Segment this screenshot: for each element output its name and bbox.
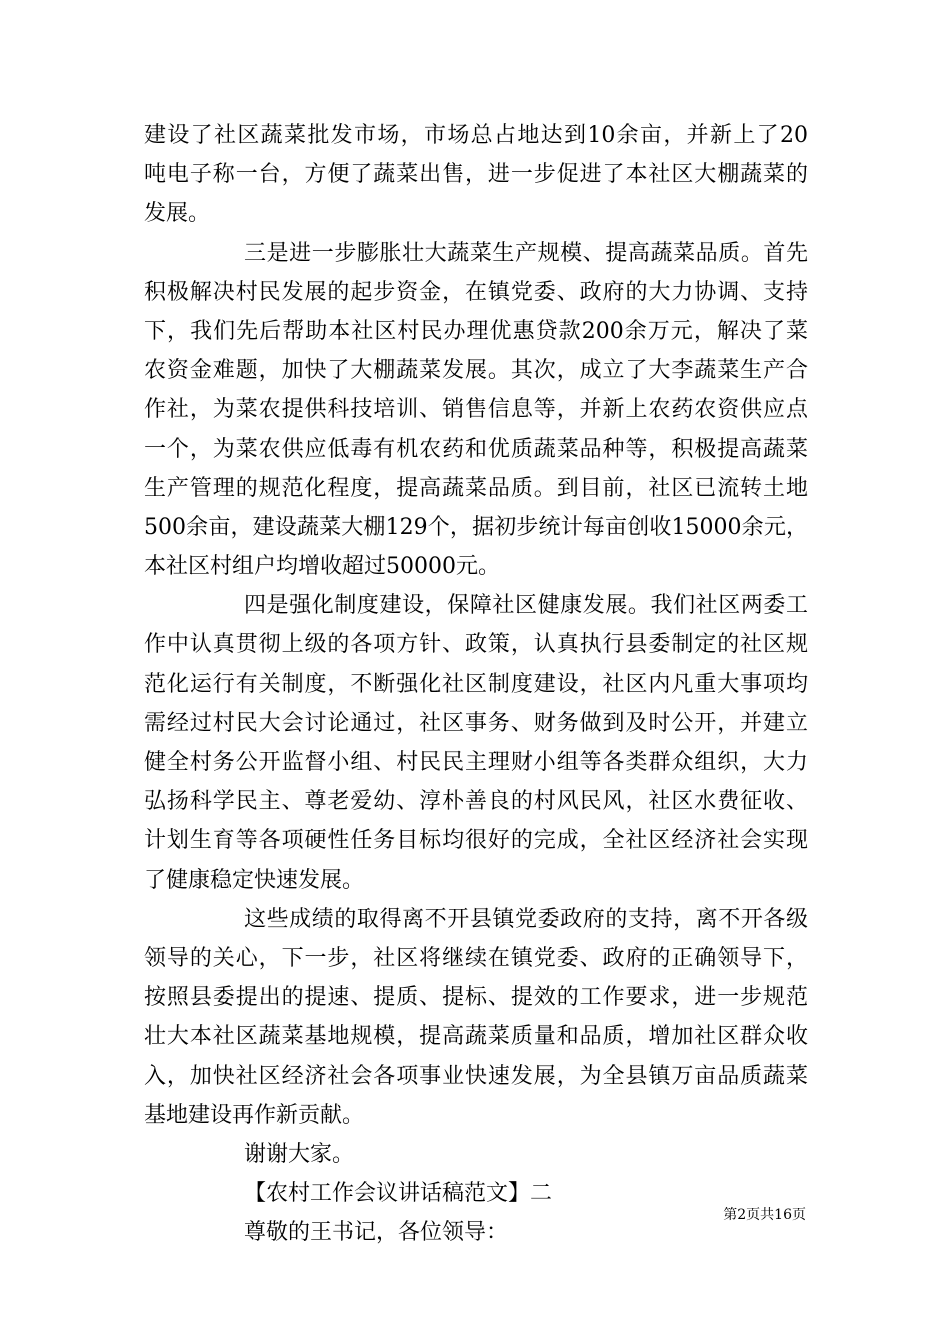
- paragraph: [144, 116, 808, 234]
- text-line: 领导的关心，下一步，社区将继续在镇党委、政府的正确领导下，: [144, 945, 808, 971]
- paragraph: [144, 234, 808, 587]
- text-line: 计划生育等各项硬性任务目标均很好的完成，全社区经济社会实现: [144, 828, 808, 854]
- text-line: 入，加快社区经济社会各项事业快速发展，为全县镇万亩品质蔬菜: [144, 1063, 808, 1089]
- text-line: 下，我们先后帮助本社区村民办理优惠贷款200余万元，解决了菜: [144, 318, 808, 344]
- text-line: 【农村工作会议讲话稿范文】二: [244, 1181, 553, 1207]
- text-line: 了健康稳定快速发展。: [144, 867, 365, 893]
- paragraph: [144, 1174, 808, 1213]
- text-line: 按照县委提出的提速、提质、提标、提效的工作要求，进一步规范: [144, 985, 808, 1011]
- page-number-footer: 第2页共16页: [723, 1207, 806, 1223]
- text-line: 尊敬的王书记，各位领导：: [244, 1220, 509, 1246]
- text-line: 范化运行有关制度，不断强化社区制度建设，社区内凡重大事项均: [144, 671, 808, 697]
- text-line: 壮大本社区蔬菜基地规模，提高蔬菜质量和品质，增加社区群众收: [144, 1024, 808, 1050]
- text-line: 基地建设再作新贡献。: [144, 1102, 365, 1128]
- text-line: 四是强化制度建设，保障社区健康发展。我们社区两委工: [244, 593, 808, 619]
- text-line: 农资金难题，加快了大棚蔬菜发展。其次，成立了大李蔬菜生产合: [144, 358, 808, 384]
- text-line: 积极解决村民发展的起步资金，在镇党委、政府的大力协调、支持: [144, 279, 808, 305]
- text-line: 生产管理的规范化程度，提高蔬菜品质。到目前，社区已流转土地: [144, 475, 808, 501]
- text-line: 弘扬科学民主、尊老爱幼、淳朴善良的村风民风，社区水费征收、: [144, 789, 808, 815]
- paragraph: [144, 1213, 808, 1252]
- text-line: 作中认真贯彻上级的各项方针、政策，认真执行县委制定的社区规: [144, 632, 808, 658]
- text-line: 吨电子称一台，方便了蔬菜出售，进一步促进了本社区大棚蔬菜的: [144, 162, 808, 188]
- text-line: 健全村务公开监督小组、村民民主理财小组等各类群众组织，大力: [144, 750, 808, 775]
- text-line: 这些成绩的取得离不开县镇党委政府的支持，离不开各级: [244, 906, 808, 932]
- paragraph: [144, 900, 808, 1135]
- body-text: [144, 116, 808, 1252]
- text-line: 发展。: [144, 201, 211, 227]
- text-line: 谢谢大家。: [244, 1141, 355, 1167]
- paragraph: [144, 586, 808, 900]
- text-line: 本社区村组户均增收超过50000元。: [144, 554, 500, 580]
- text-line: 一个，为菜农供应低毒有机农药和优质蔬菜品种等，积极提高蔬菜: [144, 436, 808, 462]
- text-line: 500余亩，建设蔬菜大棚129个，据初步统计每亩创收15000余元，: [144, 514, 808, 540]
- text-line: 需经过村民大会讨论通过，社区事务、财务做到及时公开，并建立: [144, 710, 808, 736]
- text-line: 建设了社区蔬菜批发市场，市场总占地达到10余亩，并新上了20: [144, 123, 808, 148]
- text-line: 作社，为菜农提供科技培训、销售信息等，并新上农药农资供应点: [144, 397, 808, 423]
- paragraph: [144, 1135, 808, 1174]
- text-line: 三是进一步膨胀壮大蔬菜生产规模、提高蔬菜品质。首先: [244, 240, 808, 266]
